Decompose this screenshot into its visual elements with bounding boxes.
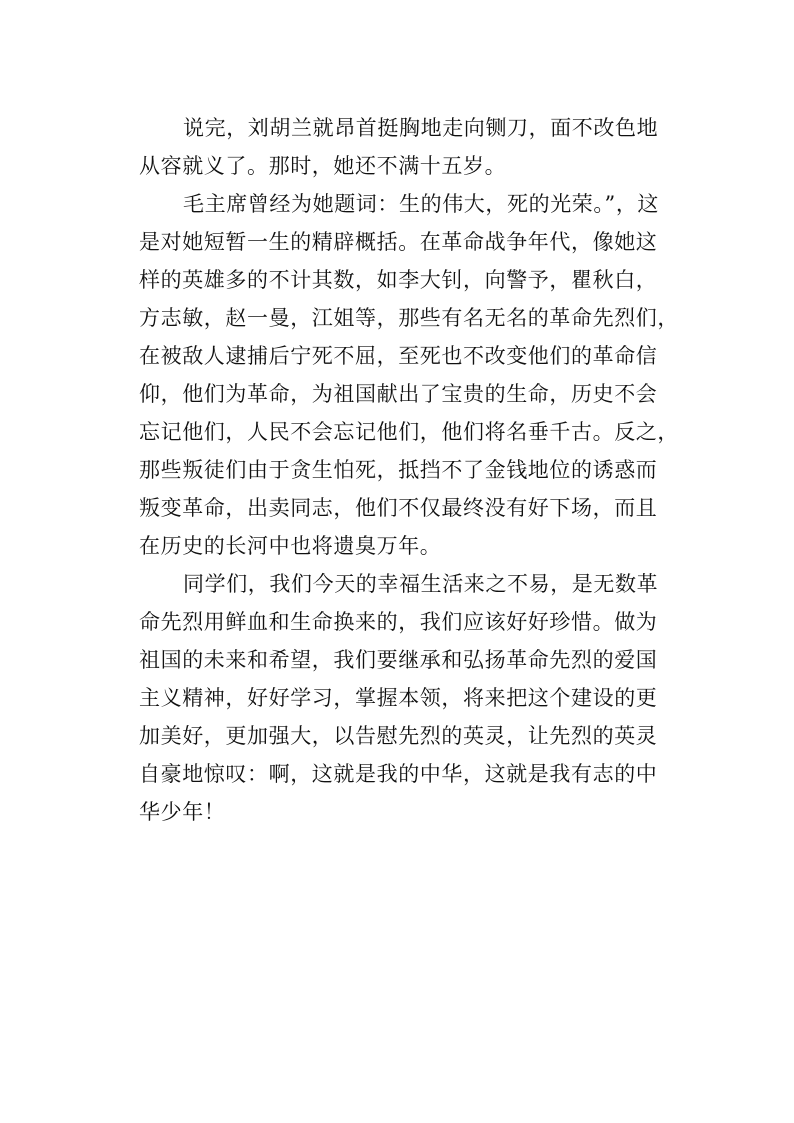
- text-line: 毛主席曾经为她题词：生的伟大，死的光荣。”，这: [183, 192, 660, 216]
- paragraph-2: [139, 185, 679, 565]
- text-line: 那些叛徒们由于贪生怕死，抵挡不了金钱地位的诱惑而: [139, 458, 658, 482]
- text-line: 华少年！: [139, 800, 226, 824]
- text-line: 从容就义了。那时，她还不满十五岁。: [139, 154, 507, 178]
- text-line: 自豪地惊叹：啊，这就是我的中华，这就是我有志的中: [139, 762, 658, 786]
- text-line: 样的英雄多的不计其数，如李大钊，向警予，瞿秋白，: [139, 268, 658, 292]
- text-line: 说完，刘胡兰就昂首挺胸地走向铡刀，面不改色地: [183, 116, 659, 140]
- text-line: 命先烈用鲜血和生命换来的，我们应该好好珍惜。做为: [139, 610, 658, 634]
- text-line: 叛变革命，出卖同志，他们不仅最终没有好下场，而且: [139, 496, 658, 520]
- text-line: 主义精神，好好学习，掌握本领，将来把这个建设的更: [139, 686, 658, 710]
- paragraph-3: [139, 565, 659, 831]
- text-line: 忘记他们，人民不会忘记他们，他们将名垂千古。反之，: [139, 420, 679, 444]
- text-line: 是对她短暂一生的精辟概括。在革命战争年代，像她这: [139, 230, 658, 254]
- document-body: [139, 109, 679, 831]
- text-line: 同学们，我们今天的幸福生活来之不易，是无数革: [183, 572, 659, 596]
- text-line: 祖国的未来和希望，我们要继承和弘扬革命先烈的爱国: [139, 648, 658, 672]
- text-line: 在被敌人逮捕后宁死不屈，至死也不改变他们的革命信: [139, 344, 658, 368]
- text-line: 仰，他们为革命，为祖国献出了宝贵的生命，历史不会: [139, 382, 658, 406]
- text-line: 在历史的长河中也将遗臭万年。: [139, 534, 442, 558]
- paragraph-1: [139, 109, 659, 185]
- text-line: 加美好，更加强大，以告慰先烈的英灵，让先烈的英灵: [139, 724, 658, 748]
- text-line: 方志敏，赵一曼，江姐等，那些有名无名的革命先烈们，: [139, 306, 679, 330]
